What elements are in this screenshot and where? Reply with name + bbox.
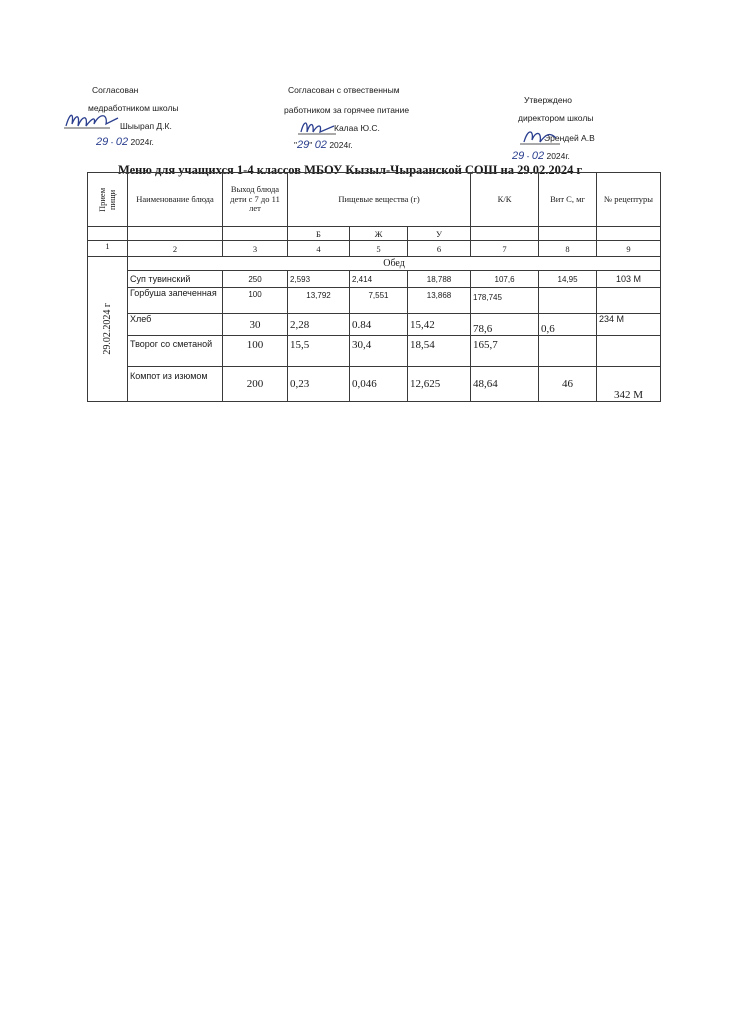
approval-right-date-day: 29 bbox=[512, 150, 525, 162]
table-colnum-row bbox=[88, 241, 661, 257]
subheader-b: Б bbox=[288, 227, 350, 241]
fat: 30,4 bbox=[350, 336, 408, 367]
approval-right-date-month: 02 bbox=[531, 150, 545, 162]
table-row bbox=[88, 336, 661, 367]
kcal: 165,7 bbox=[471, 336, 539, 367]
colnum-6: 6 bbox=[408, 241, 471, 257]
recipe-number bbox=[597, 288, 661, 314]
fat: 2,414 bbox=[350, 271, 408, 288]
table-row bbox=[88, 271, 661, 288]
fat: 0.84 bbox=[350, 314, 408, 336]
section-row bbox=[88, 257, 661, 271]
dish-name: Творог со сметаной bbox=[128, 336, 223, 367]
approval-left-date-day: 29 bbox=[96, 136, 109, 148]
portion: 30 bbox=[223, 314, 288, 336]
fat: 7,551 bbox=[350, 288, 408, 314]
recipe-number: 342 М bbox=[597, 367, 661, 402]
colnum-4: 4 bbox=[288, 241, 350, 257]
approval-left-line1: Согласован bbox=[92, 85, 139, 95]
protein: 15,5 bbox=[288, 336, 350, 367]
protein: 2,593 bbox=[288, 271, 350, 288]
approval-left-date-month: 02 bbox=[115, 136, 129, 148]
colnum-5: 5 bbox=[350, 241, 408, 257]
table-header-row bbox=[88, 173, 661, 227]
subheader-u: У bbox=[408, 227, 471, 241]
table-row bbox=[88, 314, 661, 336]
approval-right-line2: директором школы bbox=[518, 113, 594, 123]
vitamin-c bbox=[539, 336, 597, 367]
colnum-3: 3 bbox=[223, 241, 288, 257]
portion: 100 bbox=[223, 336, 288, 367]
protein: 0,23 bbox=[288, 367, 350, 402]
approval-middle-line2: работником за горячее питание bbox=[284, 105, 410, 115]
approval-middle-signer: Калаа Ю.С. bbox=[334, 123, 380, 133]
subheader-zh: Ж bbox=[350, 227, 408, 241]
portion: 100 bbox=[223, 288, 288, 314]
table-subheader-row bbox=[88, 227, 661, 241]
colnum-7: 7 bbox=[471, 241, 539, 257]
protein: 2,28 bbox=[288, 314, 350, 336]
vitamin-c: 0,6 bbox=[539, 314, 597, 336]
signature-left-icon bbox=[62, 108, 122, 132]
page-title: Меню для учащихся 1-4 классов МБОУ Кызыл-Чыраанской СОШ на 29.02.2024 г bbox=[118, 163, 583, 177]
dish-name: Горбуша запеченная bbox=[128, 288, 223, 314]
approval-right-date-suffix: 2024г. bbox=[546, 151, 570, 161]
header-portion: Выход блюда дети с 7 до 11 лет bbox=[223, 173, 288, 227]
approval-left-signer: Шыырап Д.К. bbox=[120, 121, 172, 131]
portion: 250 bbox=[223, 271, 288, 288]
approval-left-line2: медработником школы bbox=[88, 103, 179, 113]
vitamin-c: 14,95 bbox=[539, 271, 597, 288]
vitamin-c: 46 bbox=[539, 367, 597, 402]
table-row bbox=[88, 367, 661, 402]
approval-left-date-suffix: 2024г. bbox=[130, 137, 154, 147]
carbs: 18,788 bbox=[408, 271, 471, 288]
approval-middle-date-suffix: 2024г. bbox=[329, 140, 353, 150]
recipe-number bbox=[597, 336, 661, 367]
approval-middle-line1: Согласован с отвественным bbox=[288, 85, 400, 95]
approval-right-date: 29 - 02 2024г. bbox=[512, 150, 570, 162]
recipe-number: 103 М bbox=[597, 271, 661, 288]
colnum-8: 8 bbox=[539, 241, 597, 257]
header-recipe: № рецептуры bbox=[597, 173, 661, 227]
carbs: 12,625 bbox=[408, 367, 471, 402]
colnum-1: 1 bbox=[88, 241, 128, 257]
approval-right-line1: Утверждено bbox=[524, 95, 572, 105]
dish-name: Суп тувинский bbox=[128, 271, 223, 288]
dish-name: Хлеб bbox=[128, 314, 223, 336]
header-nutrients: Пищевые вещества (г) bbox=[288, 173, 471, 227]
header-dish: Наименование блюда bbox=[128, 173, 223, 227]
signature-right-icon bbox=[520, 126, 560, 148]
kcal: 78,6 bbox=[471, 314, 539, 336]
carbs: 18,54 bbox=[408, 336, 471, 367]
recipe-number: 234 М bbox=[597, 314, 661, 336]
approval-middle-date-month: 02 bbox=[314, 139, 327, 151]
section-label: Обед bbox=[128, 257, 661, 271]
kcal: 107,6 bbox=[471, 271, 539, 288]
carbs: 13,868 bbox=[408, 288, 471, 314]
approval-left-date: 29 - 02 2024г. bbox=[96, 136, 154, 148]
approval-middle-date-day: 29 bbox=[297, 139, 310, 151]
header-vitc: Вит С, мг bbox=[539, 173, 597, 227]
vitamin-c bbox=[539, 288, 597, 314]
protein: 13,792 bbox=[288, 288, 350, 314]
colnum-2: 2 bbox=[128, 241, 223, 257]
date-cell bbox=[88, 257, 128, 402]
carbs: 15,42 bbox=[408, 314, 471, 336]
table-row bbox=[88, 288, 661, 314]
header-kcal: К/К bbox=[471, 173, 539, 227]
menu-table bbox=[87, 172, 661, 402]
signature-middle-icon bbox=[298, 118, 338, 138]
colnum-9: 9 bbox=[597, 241, 661, 257]
kcal: 178,745 bbox=[471, 288, 539, 314]
fat: 0,046 bbox=[350, 367, 408, 402]
portion: 200 bbox=[223, 367, 288, 402]
dish-name: Компот из изюмом bbox=[128, 367, 223, 402]
date-label: 29.02.2024 г bbox=[102, 303, 113, 355]
approval-middle-date: "29" 02 2024г. bbox=[294, 139, 353, 151]
approval-right-signer: Эрендей А.В bbox=[544, 133, 595, 143]
header-meal: Прием пищи bbox=[88, 173, 128, 227]
kcal: 48,64 bbox=[471, 367, 539, 402]
